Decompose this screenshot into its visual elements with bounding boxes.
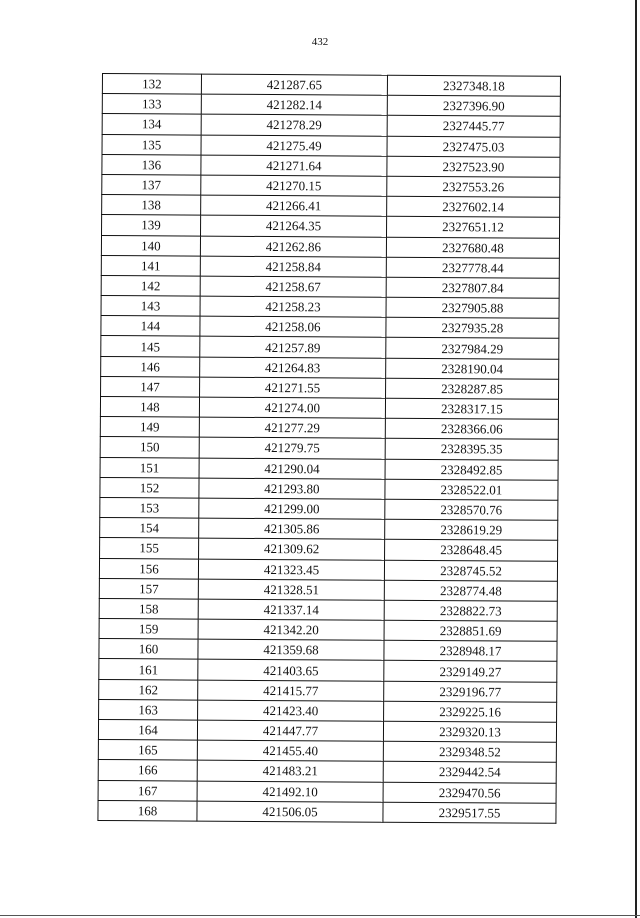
table-row: [99, 659, 557, 682]
point-number-cell: 141: [101, 255, 200, 276]
y-coordinate-cell: 2328492.85: [385, 459, 558, 480]
x-coordinate-cell: 421275.49: [201, 135, 387, 156]
point-number-cell: 148: [100, 396, 199, 417]
table-row: [100, 538, 558, 561]
point-number-cell: 167: [98, 780, 197, 801]
x-coordinate-cell: 421305.86: [199, 518, 385, 539]
table-row: [99, 578, 557, 601]
x-coordinate-cell: 421403.65: [198, 660, 384, 681]
table-row: [101, 316, 559, 339]
point-number-cell: 159: [99, 619, 198, 640]
coordinate-table-body: [98, 74, 561, 824]
x-coordinate-cell: 421278.29: [201, 114, 387, 135]
y-coordinate-cell: 2327523.90: [387, 156, 560, 177]
y-coordinate-cell: 2327984.29: [386, 338, 559, 359]
y-coordinate-cell: 2328851.69: [384, 620, 557, 641]
point-number-cell: 158: [99, 598, 198, 619]
x-coordinate-cell: 421257.89: [200, 337, 386, 358]
y-coordinate-cell: 2327348.18: [387, 75, 560, 96]
point-number-cell: 156: [99, 558, 198, 579]
x-coordinate-cell: 421270.15: [201, 175, 387, 196]
page-edge-bottom: [0, 915, 640, 916]
table-row: [102, 114, 560, 137]
point-number-cell: 154: [100, 518, 199, 539]
x-coordinate-cell: 421447.77: [197, 720, 383, 741]
x-coordinate-cell: 421483.21: [197, 760, 383, 781]
x-coordinate-cell: 421258.06: [200, 316, 386, 337]
point-number-cell: 151: [100, 457, 199, 478]
y-coordinate-cell: 2329470.56: [383, 782, 556, 803]
point-number-cell: 153: [100, 497, 199, 518]
point-number-cell: 152: [100, 477, 199, 498]
point-number-cell: 163: [99, 699, 198, 720]
x-coordinate-cell: 421258.23: [200, 296, 386, 317]
y-coordinate-cell: 2328774.48: [384, 580, 557, 601]
point-number-cell: 161: [99, 659, 198, 680]
x-coordinate-cell: 421258.67: [200, 276, 386, 297]
table-row: [102, 94, 560, 117]
x-coordinate-cell: 421323.45: [198, 559, 384, 580]
table-row: [98, 719, 556, 742]
y-coordinate-cell: 2328948.17: [384, 640, 557, 661]
point-number-cell: 133: [102, 94, 201, 115]
y-coordinate-cell: 2328366.06: [385, 418, 558, 439]
table-row: [99, 639, 557, 662]
y-coordinate-cell: 2327553.26: [387, 176, 560, 197]
point-number-cell: 137: [102, 174, 201, 195]
point-number-cell: 150: [100, 437, 199, 458]
x-coordinate-cell: 421337.14: [198, 599, 384, 620]
table-row: [98, 780, 556, 803]
table-row: [101, 275, 559, 298]
point-number-cell: 168: [98, 800, 197, 821]
point-number-cell: 142: [101, 275, 200, 296]
y-coordinate-cell: 2327475.03: [387, 136, 560, 157]
point-number-cell: 134: [102, 114, 201, 135]
table-row: [102, 154, 560, 177]
x-coordinate-cell: 421258.84: [200, 256, 386, 277]
point-number-cell: 140: [101, 235, 200, 256]
table-row: [101, 336, 559, 359]
x-coordinate-cell: 421415.77: [198, 680, 384, 701]
y-coordinate-cell: 2329320.13: [383, 721, 556, 742]
coordinate-table: [97, 73, 561, 824]
y-coordinate-cell: 2327935.28: [386, 317, 559, 338]
x-coordinate-cell: 421282.14: [201, 94, 387, 115]
point-number-cell: 149: [100, 417, 199, 438]
table-row: [102, 174, 560, 197]
x-coordinate-cell: 421277.29: [199, 417, 385, 438]
y-coordinate-cell: 2327905.88: [386, 297, 559, 318]
y-coordinate-cell: 2327651.12: [387, 217, 560, 238]
table-row: [102, 74, 560, 97]
table-row: [99, 558, 557, 581]
table-row: [100, 518, 558, 541]
x-coordinate-cell: 421342.20: [198, 619, 384, 640]
table-row: [102, 134, 560, 157]
point-number-cell: 132: [102, 74, 201, 95]
point-number-cell: 162: [99, 679, 198, 700]
table-row: [100, 437, 558, 460]
x-coordinate-cell: 421271.55: [200, 377, 386, 398]
x-coordinate-cell: 421293.80: [199, 478, 385, 499]
table-row: [102, 215, 560, 238]
y-coordinate-cell: 2328570.76: [385, 499, 558, 520]
table-row: [100, 396, 558, 419]
point-number-cell: 147: [101, 376, 200, 397]
table-row: [99, 619, 557, 642]
table-row: [101, 296, 559, 319]
y-coordinate-cell: 2328317.15: [385, 398, 558, 419]
point-number-cell: 135: [102, 134, 201, 155]
y-coordinate-cell: 2328522.01: [385, 479, 558, 500]
y-coordinate-cell: 2327807.84: [386, 277, 559, 298]
y-coordinate-cell: 2328287.85: [386, 378, 559, 399]
table-row: [101, 376, 559, 399]
table-row: [101, 255, 559, 278]
x-coordinate-cell: 421359.68: [198, 639, 384, 660]
y-coordinate-cell: 2329225.16: [384, 701, 557, 722]
table-row: [100, 477, 558, 500]
point-number-cell: 164: [98, 719, 197, 740]
x-coordinate-cell: 421455.40: [197, 740, 383, 761]
table-row: [101, 356, 559, 379]
table-row: [99, 679, 557, 702]
point-number-cell: 136: [102, 154, 201, 175]
table-row: [99, 699, 557, 722]
page-number: 432: [311, 36, 329, 48]
x-coordinate-cell: 421264.83: [200, 357, 386, 378]
point-number-cell: 144: [101, 316, 200, 337]
y-coordinate-cell: 2328395.35: [385, 439, 558, 460]
x-coordinate-cell: 421423.40: [198, 700, 384, 721]
point-number-cell: 157: [99, 578, 198, 599]
x-coordinate-cell: 421264.35: [201, 215, 387, 236]
table-row: [98, 760, 556, 783]
table-row: [101, 235, 559, 258]
y-coordinate-cell: 2327602.14: [387, 196, 560, 217]
y-coordinate-cell: 2328619.29: [385, 519, 558, 540]
point-number-cell: 143: [101, 296, 200, 317]
point-number-cell: 139: [102, 215, 201, 236]
x-coordinate-cell: 421279.75: [199, 437, 385, 458]
table-row: [98, 740, 556, 763]
y-coordinate-cell: 2327396.90: [387, 95, 560, 116]
y-coordinate-cell: 2329348.52: [383, 741, 556, 762]
point-number-cell: 146: [101, 356, 200, 377]
point-number-cell: 155: [100, 538, 199, 559]
y-coordinate-cell: 2327680.48: [386, 237, 559, 258]
y-coordinate-cell: 2329149.27: [384, 661, 557, 682]
y-coordinate-cell: 2329196.77: [384, 681, 557, 702]
table-row: [102, 195, 560, 218]
page-edge-right: [635, 0, 637, 918]
x-coordinate-cell: 421309.62: [199, 538, 385, 559]
table-row: [99, 598, 557, 621]
y-coordinate-cell: 2328190.04: [386, 358, 559, 379]
x-coordinate-cell: 421506.05: [197, 801, 383, 822]
x-coordinate-cell: 421290.04: [199, 458, 385, 479]
x-coordinate-cell: 421492.10: [197, 781, 383, 802]
table-row: [98, 800, 556, 823]
point-number-cell: 145: [101, 336, 200, 357]
table-row: [100, 417, 558, 440]
x-coordinate-cell: 421287.65: [201, 74, 387, 95]
point-number-cell: 165: [98, 740, 197, 761]
x-coordinate-cell: 421274.00: [199, 397, 385, 418]
y-coordinate-cell: 2327445.77: [387, 116, 560, 137]
y-coordinate-cell: 2328648.45: [385, 540, 558, 561]
y-coordinate-cell: 2327778.44: [386, 257, 559, 278]
y-coordinate-cell: 2329517.55: [383, 802, 556, 823]
point-number-cell: 166: [98, 760, 197, 781]
x-coordinate-cell: 421266.41: [201, 195, 387, 216]
x-coordinate-cell: 421262.86: [200, 236, 386, 257]
table-row: [100, 457, 558, 480]
table-row: [100, 497, 558, 520]
y-coordinate-cell: 2328822.73: [384, 600, 557, 621]
y-coordinate-cell: 2328745.52: [384, 560, 557, 581]
y-coordinate-cell: 2329442.54: [383, 762, 556, 783]
x-coordinate-cell: 421328.51: [198, 579, 384, 600]
point-number-cell: 138: [102, 195, 201, 216]
x-coordinate-cell: 421271.64: [201, 155, 387, 176]
point-number-cell: 160: [99, 639, 198, 660]
x-coordinate-cell: 421299.00: [199, 498, 385, 519]
